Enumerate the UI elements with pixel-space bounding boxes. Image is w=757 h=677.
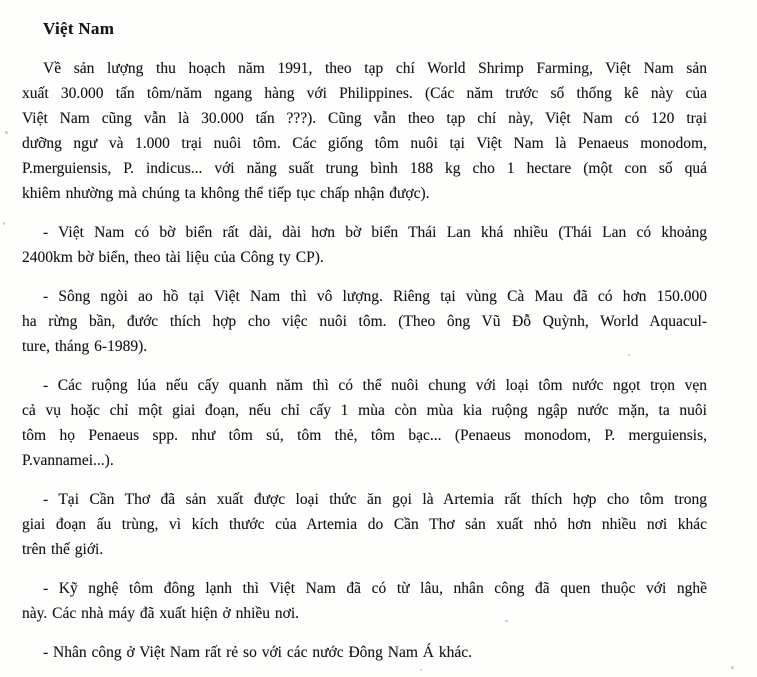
document-body [22, 56, 707, 665]
text-line: giai đoạn ấu trùng, vì kích thước của Artemia do Cần Thơ sản xuất nhỏ hơn nhiều nơi khác [22, 516, 707, 533]
text-line: tôm họ Penaeus spp. như tôm sú, tôm thẻ, tôm bạc... (Penaeus monodom, P. merguiensis, [22, 427, 707, 444]
text-line: trên thế giới. [22, 541, 104, 558]
text-line: Về sản lượng thu hoạch năm 1991, theo tạp chí World Shrimp Farming, Việt Nam sản [43, 60, 707, 77]
paragraph [22, 284, 707, 359]
text-line: Việt Nam cũng vẫn là 30.000 tấn ???). Cũng vẫn theo tạp chí này, Việt Nam có 120 trại [22, 110, 707, 127]
text-line: này. Các nhà máy đã xuất hiện ở nhiều nơi. [22, 605, 300, 622]
scan-speck [3, 222, 5, 225]
scan-speck [505, 620, 508, 622]
text-line: xuất 30.000 tấn tôm/năm ngang hàng với Philippines. (Các năm trước số thống kê này của [22, 85, 707, 102]
text-line: - Nhân công ở Việt Nam rất rẻ so với các nước Đông Nam Á khác. [43, 644, 472, 661]
text-line: - Sông ngòi ao hồ tại Việt Nam thì vô lượng. Riêng tại vùng Cà Mau đã có hơn 150.000 [43, 288, 707, 305]
page-title: Việt Nam [43, 19, 115, 38]
scan-speck [628, 354, 630, 356]
text-line: - Kỹ nghệ tôm đông lạnh thì Việt Nam đã có từ lâu, nhân công đã quen thuộc với nghề [43, 580, 707, 597]
paragraph [22, 487, 707, 562]
text-line: P.vannamei...). [22, 452, 114, 469]
scan-speck [420, 669, 422, 671]
paragraph [22, 640, 707, 665]
text-line: cả vụ hoặc chỉ một giai đoạn, nếu chỉ cấy 1 mùa còn mùa kia ruộng ngập nước mặn, ta nuôi [22, 402, 707, 419]
text-line: dưỡng ngư và 1.000 trại nuôi tôm. Các giống tôm nuôi tại Việt Nam là Penaeus monodom, [22, 135, 707, 152]
paragraph [22, 576, 707, 626]
text-line: - Tại Cần Thơ đã sản xuất được loại thức ăn gọi là Artemia rất thích hợp cho tôm trong [43, 491, 707, 508]
text-line: ha rừng bần, đước thích hợp cho việc nuôi tôm. (Theo ông Vũ Đỗ Quỳnh, World Aquacul- [22, 313, 707, 330]
scan-speck [5, 131, 8, 134]
text-line: 2400km bờ biển, theo tài liệu của Công ty CP). [22, 249, 324, 266]
scan-speck [731, 666, 734, 669]
text-line: - Việt Nam có bờ biển rất dài, dài hơn bờ biển Thái Lan khá nhiều (Thái Lan có khoảng [43, 224, 707, 241]
paragraph [22, 220, 707, 270]
text-line: - Các ruộng lúa nếu cấy quanh năm thì có thể nuôi chung với loại tôm nước ngọt trọn vẹn [43, 377, 707, 394]
text-line: khiêm nhường mà chúng ta không thể tiếp tục chấp nhận được). [22, 185, 430, 202]
paragraph [22, 373, 707, 473]
text-line: P.merguiensis, P. indicus... với năng suất trung bình 188 kg cho 1 hectare (một con số quá [22, 160, 707, 177]
paragraph [22, 56, 707, 206]
text-line: ture, tháng 6-1989). [22, 338, 148, 355]
